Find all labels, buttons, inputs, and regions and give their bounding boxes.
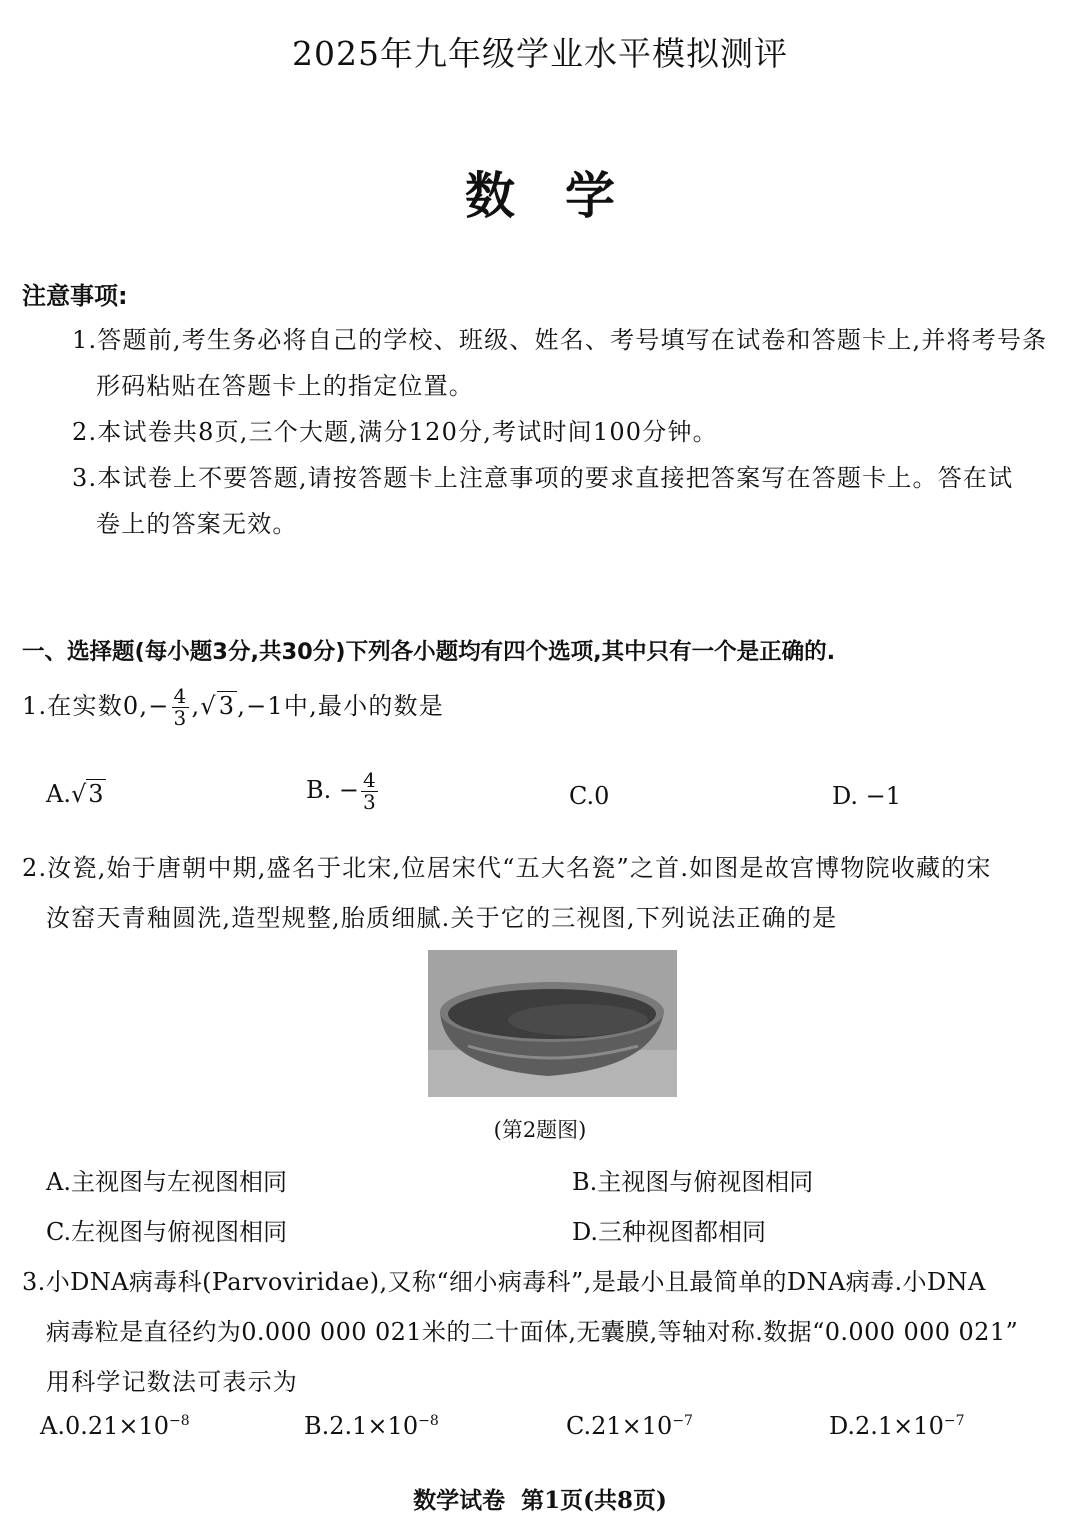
q1-sqrt: √3	[200, 692, 236, 720]
q2-figure-caption: (第2题图)	[493, 1118, 587, 1142]
q1-stem-prefix: 1.在实数0,	[22, 692, 149, 720]
bowl-illustration	[428, 950, 677, 1097]
q1-frac-den: 3	[173, 706, 188, 730]
q3-option-c-base: C.21×10	[566, 1412, 673, 1440]
q2-stem-line-2: 汝窑天青釉圆洗,造型规整,胎质细腻.关于它的三视图,下列说法正确的是	[46, 904, 838, 932]
q1-option-a-label: A.	[46, 780, 71, 808]
q1-option-b-num: 4	[363, 768, 376, 792]
q3-option-a-base: A.0.21×10	[40, 1412, 170, 1440]
q3-stem-line-2: 病毒粒是直径约为0.000 000 021米的二十面体,无囊膜,等轴对称.数据“0.000 000 021”	[46, 1318, 1019, 1346]
q3-option-c-exp: −7	[672, 1413, 693, 1429]
q3-option-c	[566, 1412, 693, 1440]
exam-title: 2025年九年级学业水平模拟测评	[292, 34, 788, 73]
note-3-line-1: 3.本试卷上不要答题,请按答题卡上注意事项的要求直接把答案写在答题卡上。答在试	[72, 464, 1014, 492]
q3-stem-line-3: 用科学记数法可表示为	[46, 1368, 298, 1396]
q2-stem-line-1: 2.汝瓷,始于唐朝中期,盛名于北宋,位居宋代“五大名瓷”之首.如图是故宫博物院收藏的宋	[22, 854, 992, 882]
q3-option-b-base: B.2.1×10	[304, 1412, 419, 1440]
q1-frac-num: 4	[173, 684, 188, 708]
q1-option-a	[46, 780, 106, 808]
ru-ware-bowl-photo	[428, 950, 677, 1097]
q3-option-d-exp: −7	[943, 1413, 965, 1429]
q1-option-a-sqrt: √3	[70, 780, 104, 808]
q1-sqrt-radicand: 3	[218, 692, 236, 720]
q3-stem-line-1: 3.小DNA病毒科(Parvoviridae),又称“细小病毒科”,是最小且最简单的DNA病毒.小DNA	[22, 1268, 986, 1296]
q1-sep: ,	[191, 692, 201, 720]
q1-stem	[22, 686, 444, 729]
q3-option-b	[304, 1412, 439, 1440]
notes-heading: 注意事项:	[22, 282, 128, 310]
q2-option-d: D.三种视图都相同	[572, 1218, 767, 1246]
note-3-line-2: 卷上的答案无效。	[96, 510, 298, 538]
q3-option-d-base: D.2.1×10	[829, 1412, 944, 1440]
section-1-heading: 一、选择题(每小题3分,共30分)下列各小题均有四个选项,其中只有一个是正确的.	[22, 639, 836, 665]
q1-option-b-fraction	[361, 770, 378, 813]
q3-option-a-exp: −8	[169, 1413, 190, 1429]
note-1-line-2: 形码粘贴在答题卡上的指定位置。	[96, 372, 474, 400]
subject-title: 数学	[465, 166, 665, 225]
q1-fraction	[172, 686, 190, 729]
q1-stem-suffix: ,−1中,最小的数是	[237, 692, 444, 720]
q1-option-b	[306, 770, 380, 813]
q2-option-a: A.主视图与左视图相同	[46, 1168, 287, 1196]
q1-frac-sign: −	[148, 692, 170, 720]
q3-option-a	[40, 1412, 190, 1440]
q2-option-c: C.左视图与俯视图相同	[46, 1218, 288, 1246]
q3-option-d	[829, 1412, 964, 1440]
page-footer: 数学试卷 第1页(共8页)	[413, 1487, 667, 1514]
q1-option-d: D. −1	[832, 782, 902, 810]
note-2: 2.本试卷共8页,三个大题,满分120分,考试时间100分钟。	[72, 418, 718, 446]
q3-option-b-exp: −8	[418, 1413, 439, 1429]
q1-option-b-label: B. −	[306, 776, 360, 804]
q1-option-a-radicand: 3	[88, 780, 104, 808]
q2-option-b: B.主视图与俯视图相同	[572, 1168, 814, 1196]
q1-option-c: C.0	[569, 782, 610, 810]
note-1-line-1: 1.答题前,考生务必将自己的学校、班级、姓名、考号填写在试卷和答题卡上,并将考号条	[72, 326, 1048, 354]
q1-option-b-den: 3	[363, 790, 376, 814]
